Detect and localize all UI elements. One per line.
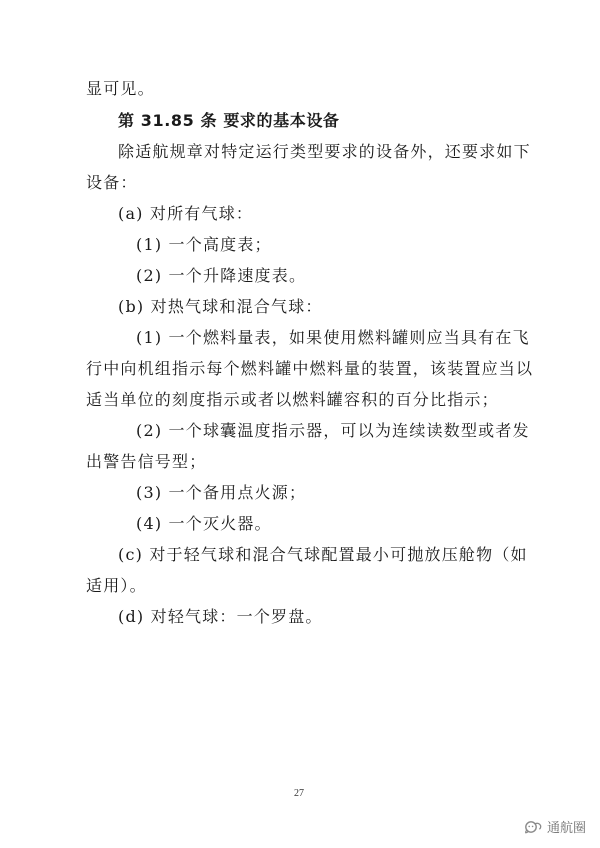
- article-heading: 第 31.85 条 要求的基本设备: [118, 111, 340, 130]
- text-line-intro: 除适航规章对特定运行类型要求的设备外，还要求如下: [118, 142, 531, 161]
- item-b-1-cont-2: 适当单位的刻度指示或者以燃料罐容积的百分比指示；: [86, 390, 499, 409]
- item-c-cont: 适用）。: [86, 576, 147, 595]
- item-a-1: (1) 一个高度表；: [136, 235, 272, 254]
- item-a-2: (2) 一个升降速度表。: [136, 266, 307, 285]
- item-b-1: (1) 一个燃料量表，如果使用燃料罐则应当具有在飞: [136, 328, 530, 347]
- item-a-heading: (a) 对所有气球：: [118, 204, 254, 223]
- item-c: (c) 对于轻气球和混合气球配置最小可抛放压舱物（如: [118, 545, 528, 564]
- item-b-3: (3) 一个备用点火源；: [136, 483, 307, 502]
- page-number: 27: [294, 788, 304, 799]
- item-b-2: (2) 一个球囊温度指示器，可以为连续读数型或者发: [136, 421, 530, 440]
- item-b-4: (4) 一个灭火器。: [136, 514, 272, 533]
- watermark: [524, 817, 586, 836]
- text-line-intro-cont: 设备：: [86, 173, 138, 192]
- item-b-heading: (b) 对热气球和混合气球：: [118, 297, 323, 316]
- watermark-label: 通航圈: [546, 821, 586, 836]
- wechat-official-account-icon: [524, 819, 542, 835]
- item-b-1-cont-1: 行中向机组指示每个燃料罐中燃料量的装置，该装置应当以: [86, 359, 534, 378]
- item-d: (d) 对轻气球：一个罗盘。: [118, 607, 323, 626]
- item-b-2-cont: 出警告信号型；: [86, 452, 207, 471]
- text-line-continuation: 显可见。: [86, 79, 155, 98]
